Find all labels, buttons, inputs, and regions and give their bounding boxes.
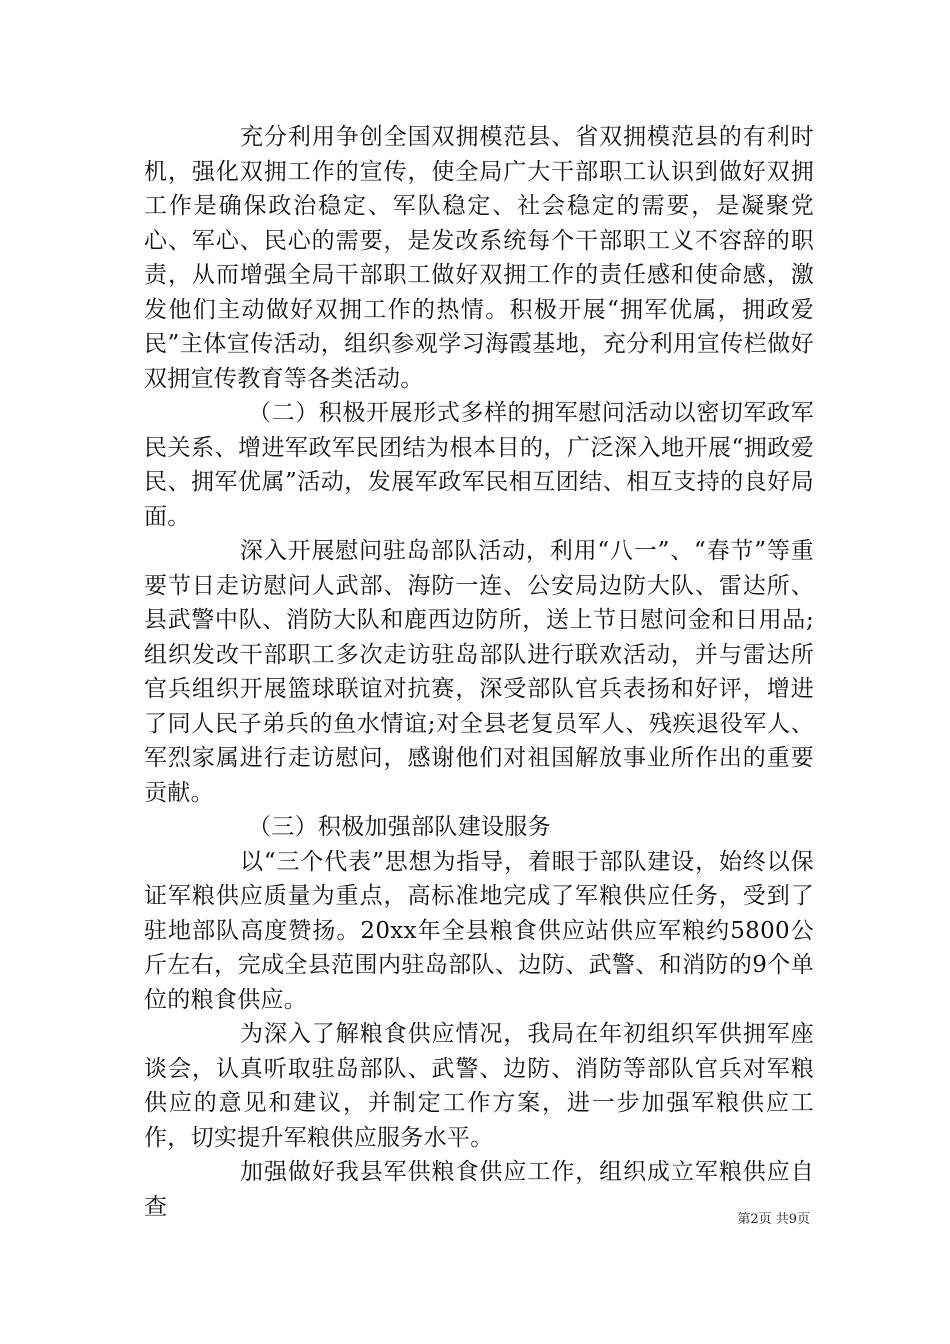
paragraph-self-inspection: 加强做好我县军供粮食供应工作，组织成立军粮供应自查 xyxy=(144,1159,814,1220)
paragraph-grain-supply: 以“三个代表”思想为指导，着眼于部队建设，始终以保证军粮供应质量为重点，高标准地完成了军粮供应任务，受到了驻地部队高度赞扬。20xx年全县粮食供应站供应军粮约5800公斤左右，完成全县范围内驻岛部队、边防、武警、和消防的9个单位的粮食供应。 xyxy=(144,848,814,1013)
paragraph-section-three-heading: （三）积极加强部队建设服务 xyxy=(248,814,551,840)
paragraph-symposium: 为深入了解粮食供应情况，我局在年初组织军供拥军座谈会，认真听取驻岛部队、武警、边防、消防等部队官兵对军粮供应的意见和建议，并制定工作方案，进一步加强军粮供应工作，切实提升军粮供应服务水平。 xyxy=(144,1021,814,1151)
page-number: 第2页 共9页 xyxy=(737,1212,810,1227)
paragraph-publicity: 充分利用争创全国双拥模范县、省双拥模范县的有利时机，强化双拥工作的宣传，使全局广大干部职工认识到做好双拥工作是确保政治稳定、军队稳定、社会稳定的需要，是凝聚党心、军心、民心的需要，是发改系统每个干部职工义不容辞的职责，从而增强全局干部职工做好双拥工作的责任感和使命感，激发他们主动做好双拥工作的热情。积极开展“拥军优属，拥政爱民”主体宣传活动，组织参观学习海霞基地，充分利用宣传栏做好双拥宣传教育等各类活动。 xyxy=(144,124,814,392)
paragraph-visits: 深入开展慰问驻岛部队活动，利用“八一”、“春节”等重要节日走访慰问人武部、海防一连、公安局边防大队、雷达所、县武警中队、消防大队和鹿西边防所，送上节日慰问金和日用品;组织发改干部职工多次走访驻岛部队进行联欢活动，并与雷达所官兵组织开展篮球联谊对抗赛，深受部队官兵表扬和好评，增进了同人民子弟兵的鱼水情谊;对全县老复员军人、残疾退役军人、军烈家属进行走访慰问，感谢他们对祖国解放事业所作出的重要贡献。 xyxy=(144,538,814,806)
paragraph-section-two-heading: （二）积极开展形式多样的拥军慰问活动以密切军政军民关系、增进军政军民团结为根本目的，广泛深入地开展“拥政爱民、拥军优属”活动，发展军政军民相互团结、相互支持的良好局面。 xyxy=(144,400,814,530)
document-body xyxy=(144,120,814,1224)
